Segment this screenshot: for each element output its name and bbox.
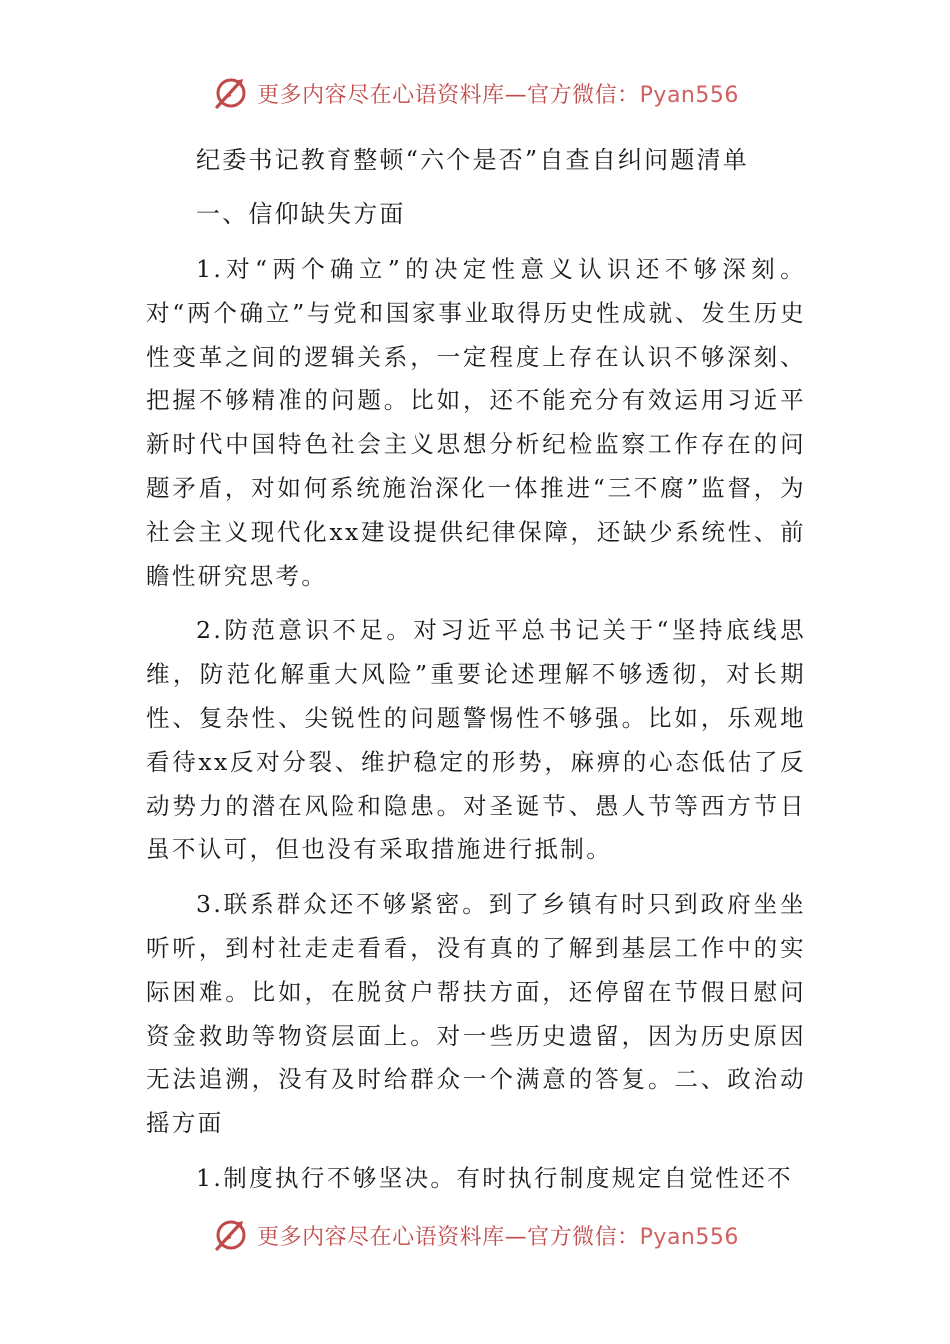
- pen-logo-icon: [211, 1215, 251, 1255]
- banner-wechat-id: Pyan556: [639, 82, 739, 108]
- document-body: [146, 138, 806, 1212]
- paragraph: 3.联系群众还不够紧密。到了乡镇有时只到政府坐坐听听，到村社走走看看，没有真的了解到基层工作中的实际困难。比如，在脱贫户帮扶方面，还停留在节假日慰问资金救助等物资层面上。对一些历史遗留，因为历史原因无法追溯，没有及时给群众一个满意的答复。二、政治动摇方面: [146, 890, 806, 1138]
- document-title: 纪委书记教育整顿“六个是否”自查自纠问题清单: [196, 146, 749, 174]
- section-heading: 一、信仰缺失方面: [196, 200, 406, 228]
- banner-wechat-id: Pyan556: [639, 1224, 739, 1250]
- banner-text: [257, 78, 739, 109]
- header-banner: [0, 70, 950, 116]
- banner-label: 更多内容尽在心语资料库—官方微信：: [257, 1224, 640, 1250]
- paragraph: 1.对“两个确立”的决定性意义认识还不够深刻。对“两个确立”与党和国家事业取得历史性成就、发生历史性变革之间的逻辑关系，一定程度上存在认识不够深刻、把握不够精准的问题。比如，还不能充分有效运用习近平新时代中国特色社会主义思想分析纪检监察工作存在的问题矛盾，对如何系统施治深化一体推进“三不腐”监督，为社会主义现代化xx建设提供纪律保障，还缺少系统性、前瞻性研究思考。: [146, 255, 806, 590]
- banner-text: [257, 1220, 739, 1251]
- footer-banner: [0, 1212, 950, 1258]
- paragraph: 2.防范意识不足。对习近平总书记关于“坚持底线思维，防范化解重大风险”重要论述理解不够透彻，对长期性、复杂性、尖锐性的问题警惕性不够强。比如，乐观地看待xx反对分裂、维护稳定的形势，麻痹的心态低估了反动势力的潜在风险和隐患。对圣诞节、愚人节等西方节日虽不认可，但也没有采取措施进行抵制。: [146, 616, 806, 864]
- paragraph: 1.制度执行不够坚决。有时执行制度规定自觉性还不: [196, 1163, 794, 1192]
- pen-logo-icon: [211, 73, 251, 113]
- banner-label: 更多内容尽在心语资料库—官方微信：: [257, 82, 640, 108]
